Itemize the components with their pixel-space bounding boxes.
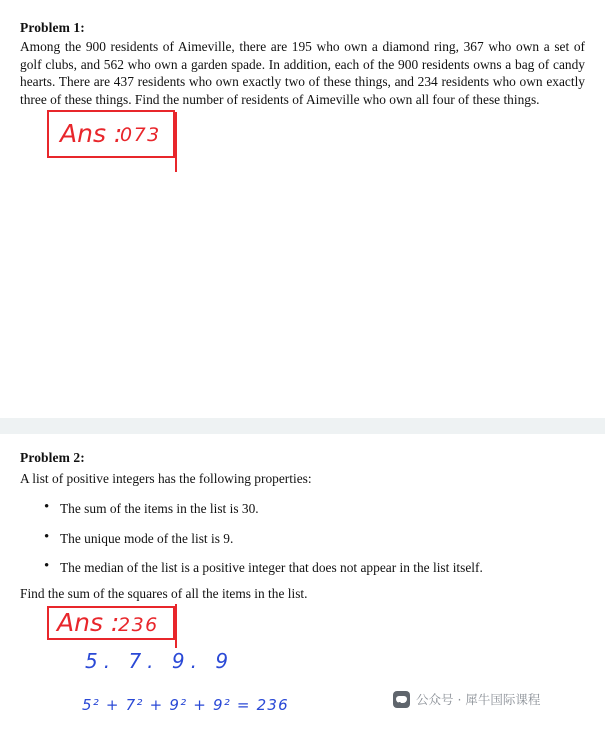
problem-2-answer-value: 236 <box>118 614 159 636</box>
problem-2-work-line-1: 5. 7. 9. 9 <box>85 649 235 673</box>
problem-2-bullets <box>44 500 564 589</box>
problem-1-answer-value: 073 <box>120 124 161 146</box>
problem-2-work-line-2: 5² + 7² + 9² + 9² = 236 <box>82 696 289 714</box>
problem-2-answer-label <box>57 608 119 637</box>
answer-box-tail <box>175 112 177 172</box>
list-item: • The sum of the items in the list is 30. <box>44 500 564 518</box>
answer-label-text: Ans : <box>60 119 123 148</box>
wechat-logo-icon <box>393 691 410 708</box>
watermark-text: 公众号 · 犀牛国际课程 <box>416 692 541 707</box>
problem-2-title: Problem 2: <box>20 450 85 465</box>
problem-1-title: Problem 1: <box>20 20 85 35</box>
problem-1-body: Among the 900 residents of Aimeville, there are 195 who own a diamond ring, 367 who own a set of golf clubs, and 562 who own a garden spade. In addition, each of the 900 residents owns a bag of candy hearts. There are 437 residents who own exactly two of these things, and 234 residents who own exactly three of these things. Find the number of residents of Aimeville who own all four of these things. <box>20 39 585 107</box>
list-item: • The unique mode of the list is 9. <box>44 530 564 548</box>
answer-box-tail <box>175 604 177 648</box>
answer-label-text: Ans : <box>57 608 120 637</box>
problem-2-intro: A list of positive integers has the following properties: <box>20 471 312 486</box>
section-divider <box>0 418 605 434</box>
list-item: • The median of the list is a positive integer that does not appear in the list itself. <box>44 559 564 577</box>
problem-2-section <box>0 434 605 735</box>
problem-2-closing: Find the sum of the squares of all the items in the list. <box>20 586 308 601</box>
problem-1-answer-label <box>60 119 122 148</box>
watermark <box>393 690 540 708</box>
